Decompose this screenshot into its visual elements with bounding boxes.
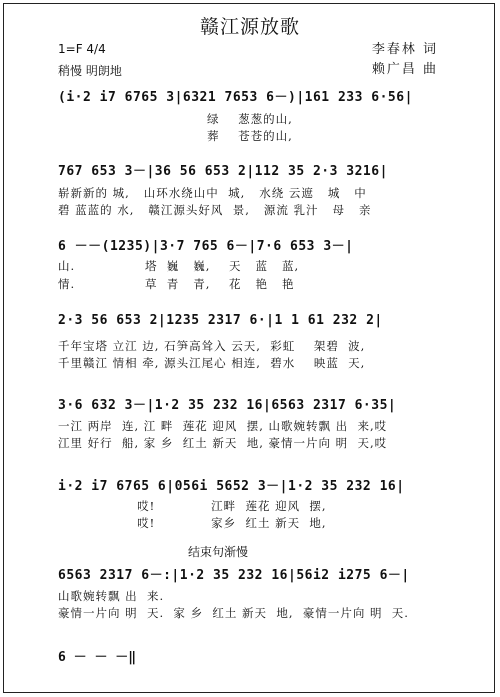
notation-line-7: 6563 2317 6－:|1·2 35 232 16|56i2 i275 6－| bbox=[58, 568, 410, 583]
key-signature: 1=F 4/4 bbox=[58, 42, 106, 56]
lyric-line-1b: 葬 苍苍的山, bbox=[58, 129, 293, 143]
lyric-line-1a: 绿 葱葱的山, bbox=[58, 112, 293, 126]
lyricist-credit: 李春林 词 bbox=[371, 42, 438, 57]
lyric-line-3b: 情. 草 青 青, 花 艳 艳 bbox=[58, 277, 295, 291]
final-bar: 6 － － －‖ bbox=[58, 650, 137, 665]
notation-line-5: 3·6 632 3－|1·2 35 232 16|6563 2317 6·35| bbox=[58, 398, 397, 413]
lyric-line-6b: 哎! 家乡 红土 新天 地, bbox=[58, 516, 327, 530]
lyric-line-4b: 千里赣江 情相 牵, 源头江尾心 相连, 碧水 映蓝 天, bbox=[58, 356, 366, 370]
notation-line-6: i·2 i7 6765 6|056i 5652 3－|1·2 35 232 16| bbox=[58, 479, 405, 494]
lyric-line-5b: 江里 好行 船, 家 乡 红土 新天 地, 豪情一片向 明 天,哎 bbox=[58, 436, 388, 450]
tempo-marking: 稍慢 明朗地 bbox=[58, 64, 122, 78]
lyric-line-7a: 山歌婉转飘 出 来. bbox=[58, 589, 165, 603]
song-title: 赣江源放歌 bbox=[199, 16, 300, 38]
lyric-line-3a: 山. 塔 巍 巍, 天 蓝 蓝, bbox=[58, 259, 300, 273]
notation-line-3: 6 －－(1235)|3·7 765 6－|7·6 653 3－| bbox=[58, 239, 354, 254]
lyric-line-2a: 崭新新的 城, 山环水绕山中 城, 水绕 云遮 城 中 bbox=[58, 186, 367, 200]
lyric-line-5a: 一江 两岸 连, 江 畔 莲花 迎风 摆, 山歌婉转飘 出 来,哎 bbox=[58, 419, 388, 433]
ending-instruction: 结束句渐慢 bbox=[188, 545, 249, 559]
lyric-line-6a: 哎! 江畔 莲花 迎风 摆, bbox=[58, 499, 327, 513]
lyric-line-2b: 碧 蓝蓝的 水, 赣江源头好风 景, 源流 乳汁 母 亲 bbox=[58, 203, 372, 217]
notation-line-4: 2·3 56 653 2|1235 2317 6·|1 1 61 232 2| bbox=[58, 313, 383, 328]
lyric-line-7b: 豪情一片向 明 天. 家 乡 红土 新天 地, 豪情一片向 明 天. bbox=[58, 606, 409, 620]
composer-credit: 赖广昌 曲 bbox=[371, 62, 438, 77]
notation-line-1: (i·2 i7 6765 3|6321 7653 6－)|161 233 6·56| bbox=[58, 90, 413, 105]
lyric-line-4a: 千年宝塔 立江 边, 石笋高耸入 云天, 彩虹 架碧 波, bbox=[58, 339, 366, 353]
notation-line-2: 767 653 3－|36 56 653 2|112 35 2·3 3216| bbox=[58, 164, 388, 179]
